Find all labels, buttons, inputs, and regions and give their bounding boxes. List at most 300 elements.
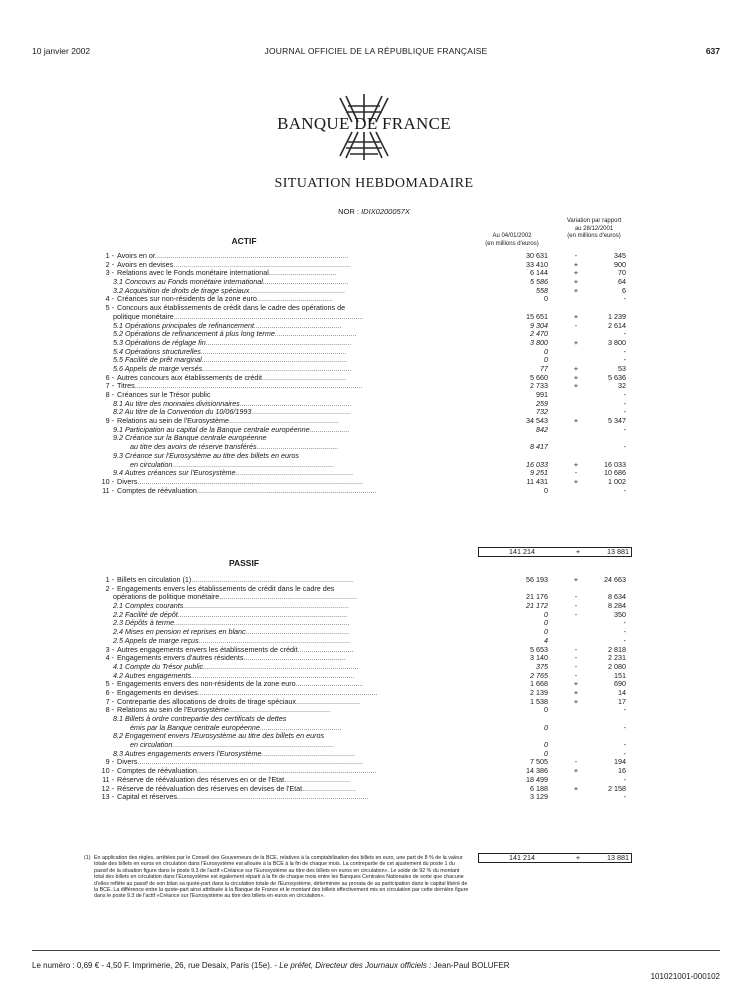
row-variation: - xyxy=(623,618,626,628)
variation-column-header xyxy=(556,218,632,241)
nor-label: NOR : xyxy=(338,207,359,216)
row-number: 6 - xyxy=(105,688,114,697)
row-label xyxy=(94,663,450,672)
row-value: 0 xyxy=(544,740,548,750)
passif-total-value: 141 214 xyxy=(509,853,535,862)
row-value: 1 668 xyxy=(530,679,548,689)
row-value: 33 410 xyxy=(526,259,548,269)
row-value: 5 586 xyxy=(530,277,548,287)
row-label-text: Relations au sein de l'Eurosystème xyxy=(117,417,230,426)
row-label xyxy=(94,443,450,452)
table-row xyxy=(94,426,634,435)
row-label xyxy=(94,339,450,348)
table-row xyxy=(94,715,634,724)
row-value: 842 xyxy=(536,424,548,434)
row-variation: 24 663 xyxy=(604,575,626,584)
row-label xyxy=(94,348,450,357)
row-variation: - xyxy=(623,485,626,495)
row-label-text: Comptes de réévaluation xyxy=(117,767,197,776)
row-label-text: 9.1 Participation au capital de la Banque centrale européenne xyxy=(113,425,310,434)
row-label-text: Créances sur non-résidents de la zone euro xyxy=(117,295,257,304)
row-variation: - xyxy=(623,442,626,452)
row-number: 3 - xyxy=(105,645,114,654)
row-label-text: 8.1 Au titre des monnaies divisionnaires xyxy=(113,399,240,408)
row-leader-dots: ................................................................................................ xyxy=(176,793,369,802)
row-label xyxy=(94,689,450,698)
table-row xyxy=(94,322,634,331)
table-row xyxy=(94,295,634,304)
row-number: 4 - xyxy=(105,295,114,304)
row-label-text: Billets en circulation (1) xyxy=(117,576,192,584)
row-value: 56 193 xyxy=(526,575,548,584)
table-row xyxy=(94,443,634,452)
row-leader-dots: ................................. xyxy=(284,775,351,784)
row-number: 9 - xyxy=(105,758,114,767)
row-label xyxy=(94,628,450,637)
nor-code: IDIX0200057X xyxy=(361,207,410,216)
row-label xyxy=(94,698,450,707)
variation-header-line: (en millions d'euros) xyxy=(567,233,621,239)
row-variation-sign: + xyxy=(573,766,579,776)
row-label xyxy=(94,356,450,365)
row-leader-dots: ............................................................................ xyxy=(198,636,351,645)
row-leader-dots: ........................................................... xyxy=(235,469,354,478)
row-variation: 64 xyxy=(618,277,626,287)
table-row xyxy=(94,767,634,776)
row-number: 10 - xyxy=(101,477,114,486)
row-label xyxy=(94,408,450,417)
table-row xyxy=(94,313,634,322)
row-label-text: 5.4 Opérations structurelles xyxy=(113,347,201,356)
row-label-text: Engagements en devises xyxy=(117,688,198,697)
row-label-text: Autres concours aux établissements de crédit xyxy=(117,373,263,382)
row-number: 2 - xyxy=(105,584,114,593)
row-label xyxy=(94,400,450,409)
row-leader-dots: ............................ xyxy=(297,645,354,654)
row-label-text: Engagements envers d'autres résidents xyxy=(117,654,244,663)
row-value: 5 653 xyxy=(530,644,548,654)
row-value: 0 xyxy=(544,722,548,732)
row-value: 2 733 xyxy=(530,381,548,391)
row-label-text: Relations au sein de l'Eurosystème xyxy=(117,706,230,715)
row-variation: - xyxy=(623,407,626,417)
row-label-text: en circulation xyxy=(130,741,173,750)
row-label-text: 9.3 Créance sur l'Eurosystème au titre des billets en euros xyxy=(113,451,299,460)
row-label xyxy=(94,637,450,646)
row-variation: 16 xyxy=(618,766,626,776)
row-label xyxy=(94,758,450,767)
row-variation: 8 634 xyxy=(608,592,626,602)
row-leader-dots: ........................................................ xyxy=(239,399,352,408)
row-leader-dots: .......................................................................................... xyxy=(196,767,377,776)
row-value: 18 499 xyxy=(526,774,548,784)
row-number: 1 - xyxy=(105,576,114,584)
row-label-text: opérations de politique monétaire xyxy=(113,593,220,602)
table-row xyxy=(94,741,634,750)
row-label-text: en circulation xyxy=(130,460,173,469)
row-value: 11 431 xyxy=(526,476,548,486)
row-label xyxy=(94,269,450,278)
row-label xyxy=(94,313,450,322)
row-variation: 2 818 xyxy=(608,644,626,654)
row-label-text: Concours aux établissements de crédit dans le cadre des opérations de xyxy=(117,304,346,313)
row-variation: 17 xyxy=(618,696,626,706)
row-variation: 5 347 xyxy=(608,416,626,426)
row-label-text: 2.2 Facilité de dépôt xyxy=(113,610,178,619)
row-label xyxy=(94,611,450,620)
row-value: 2 765 xyxy=(530,670,548,680)
row-label-text: au titre des avoirs de réserve transférés xyxy=(130,443,257,452)
row-label-text: Engagements envers des non-résidents de la zone euro xyxy=(117,680,296,689)
row-number: 5 - xyxy=(105,304,114,313)
table-row xyxy=(94,400,634,409)
row-variation-sign: - xyxy=(574,468,578,478)
row-value: 5 660 xyxy=(530,372,548,382)
row-value: 0 xyxy=(544,355,548,365)
row-label xyxy=(94,434,450,443)
row-variation-sign: - xyxy=(574,644,578,654)
row-label xyxy=(94,672,450,681)
row-value: 8 417 xyxy=(530,442,548,452)
row-leader-dots: ................................................................................................................. xyxy=(137,477,364,486)
row-variation-sign: + xyxy=(573,459,579,469)
row-label-text: Autres engagements envers les établissements de crédit xyxy=(117,645,298,654)
row-variation: 53 xyxy=(618,363,626,373)
row-label-text: Relations avec le Fonds monétaire international xyxy=(117,269,269,278)
table-row xyxy=(94,348,634,357)
row-variation: - xyxy=(623,774,626,784)
row-label-text: Contrepartie des allocations de droits de tirage spéciaux xyxy=(117,697,296,706)
table-row xyxy=(94,585,634,594)
row-leader-dots: .................................................................................................................. xyxy=(134,382,363,391)
row-leader-dots: ................................................ xyxy=(249,286,346,295)
row-leader-dots: ......................................... xyxy=(274,330,357,339)
row-value: 9 251 xyxy=(530,468,548,478)
row-number: 4 - xyxy=(105,654,114,663)
row-variation: 16 033 xyxy=(604,459,626,469)
row-value: 15 651 xyxy=(526,311,548,321)
row-variation-sign: - xyxy=(574,251,578,260)
row-variation-sign: - xyxy=(574,757,578,767)
row-value: 3 129 xyxy=(530,792,548,802)
row-leader-dots: ........................... xyxy=(302,784,357,793)
row-variation: 2 158 xyxy=(608,783,626,793)
row-label xyxy=(94,706,450,715)
row-leader-dots: ................................................................................................................. xyxy=(137,758,364,767)
row-label-text: 8.2 Au titre de la Convention du 10/06/1993 xyxy=(113,408,252,417)
row-variation: 1 239 xyxy=(608,311,626,321)
row-variation: 70 xyxy=(618,268,626,278)
row-variation: - xyxy=(623,355,626,365)
row-label xyxy=(94,793,450,802)
row-value: 2 139 xyxy=(530,687,548,697)
table-row xyxy=(94,391,634,400)
row-label xyxy=(94,322,450,331)
row-label xyxy=(94,785,450,794)
row-number: 6 - xyxy=(105,373,114,382)
row-variation-sign: + xyxy=(573,687,579,697)
row-number: 8 - xyxy=(105,391,114,399)
row-value: 558 xyxy=(536,285,548,295)
row-variation-sign: + xyxy=(573,575,579,584)
table-row xyxy=(94,689,634,698)
page-header xyxy=(32,46,720,60)
row-leader-dots: .......................................................................................... xyxy=(196,486,377,495)
document-title: SITUATION HEBDOMADAIRE xyxy=(274,176,474,191)
passif-total-sign: + xyxy=(575,853,581,862)
row-label xyxy=(94,585,450,594)
actif-heading: ACTIF xyxy=(231,236,257,246)
footnote xyxy=(84,855,470,900)
row-value: 7 505 xyxy=(530,757,548,767)
row-leader-dots: ..................................................................................... xyxy=(177,610,348,619)
row-leader-dots: .................................................... xyxy=(245,628,350,637)
row-number: 7 - xyxy=(105,697,114,706)
row-value: 77 xyxy=(540,363,548,373)
row-label-text: Titres xyxy=(117,382,135,391)
table-row xyxy=(94,261,634,270)
row-leader-dots: ................................................................................. xyxy=(172,741,335,750)
row-value: 0 xyxy=(544,618,548,628)
row-variation-sign: + xyxy=(573,268,579,278)
footer-price: Le numéro : 0,69 € - 4,50 F. Imprimerie, 26, rue Desaix, Paris (15e). - xyxy=(32,961,277,970)
row-leader-dots: ................................................... xyxy=(243,654,346,663)
row-variation: 345 xyxy=(614,251,626,260)
row-variation: - xyxy=(623,346,626,356)
value-column-header xyxy=(476,233,548,248)
table-row xyxy=(94,698,634,707)
passif-total-variation: 13 881 xyxy=(607,853,629,862)
row-label xyxy=(94,417,450,426)
row-label xyxy=(94,426,450,435)
row-variation: 2 080 xyxy=(608,661,626,671)
row-variation: 2 614 xyxy=(608,320,626,330)
row-value: 991 xyxy=(536,390,548,399)
row-value: 3 800 xyxy=(530,337,548,347)
row-label xyxy=(94,619,450,628)
row-number: 5 - xyxy=(105,680,114,689)
row-variation-sign: + xyxy=(573,285,579,295)
variation-header-line: Variation par rapport xyxy=(566,218,622,224)
row-value: 3 140 xyxy=(530,653,548,663)
row-leader-dots: .............................................................................. xyxy=(203,662,359,671)
table-row xyxy=(94,593,634,602)
table-row xyxy=(94,654,634,663)
row-leader-dots: .......................................................................................... xyxy=(197,688,378,697)
table-row xyxy=(94,374,634,383)
row-value: 4 xyxy=(544,635,548,645)
table-row xyxy=(94,252,634,261)
row-label xyxy=(94,724,450,733)
row-variation: - xyxy=(623,294,626,304)
table-row xyxy=(94,672,634,681)
table-row xyxy=(94,434,634,443)
row-value: 30 631 xyxy=(526,251,548,260)
row-label-text: 2.3 Dépôts à terme xyxy=(113,619,175,628)
row-label xyxy=(94,382,450,391)
actif-table xyxy=(94,252,634,495)
row-leader-dots: .................................................. xyxy=(251,408,352,417)
row-variation: - xyxy=(623,705,626,715)
row-variation: - xyxy=(623,390,626,399)
row-variation: 690 xyxy=(614,679,626,689)
row-variation-sign: - xyxy=(574,653,578,663)
row-number: 3 - xyxy=(105,269,114,278)
row-label xyxy=(94,287,450,296)
row-label-text: Divers xyxy=(117,477,138,486)
row-variation: - xyxy=(623,635,626,645)
row-label xyxy=(94,680,450,689)
row-variation-sign: + xyxy=(573,783,579,793)
passif-total xyxy=(478,853,632,863)
row-label-text: 3.2 Acquisition de droits de tirage spéciaux xyxy=(113,286,250,295)
row-variation-sign: - xyxy=(574,601,578,611)
row-number: 13 - xyxy=(101,793,114,802)
row-label-text: Avoirs en or xyxy=(117,252,155,260)
row-label xyxy=(94,776,450,785)
row-leader-dots: ......................................................................... xyxy=(201,356,348,365)
row-value: 0 xyxy=(544,294,548,304)
row-leader-dots: ........................................... xyxy=(262,278,349,287)
table-row xyxy=(94,663,634,672)
row-leader-dots: ......................................................................... xyxy=(205,338,352,347)
row-label-text: 4.2 Autres engagements xyxy=(113,671,192,680)
footnote-text: En application des règles, arrêtées par le Conseil des Gouverneurs de la BCE, relatives à la comptabilisation des billets en euro, une part de 8 % de la valeur totale des billets en euros en circulation dans l'Eurosystème est allouée à la BCE à la fin de chaque mois. La contrepartie de cet ajustement du poste 1 du passif de la situation figure dans le poste 9.3 de l'actif «Créance sur l'Eurosystème au titre des billets en euros en circulation». Le solde de 92 % du montant total des billets en circulation dans l'Eurosystème est également réparti à la fin de chaque mois entre les Banques Centrales Nationales de sorte que chacune d'elles reflète au passif de son bilan sa quote-part dans la circulation totale de l'Eurosystème, déterminée au prorata de sa participation dans le capital libéré de la BCE. La différence entre la quote-part ainsi attribuée à la Banque de France et le montant des billets effectivement mis en circulation par cette dernière figure dans le poste 9.3 de l'actif «Créance sur l'Eurosystème au titre des billets en euros en circulation». xyxy=(94,855,469,900)
row-label-text: Créances sur le Trésor public xyxy=(117,391,211,399)
table-row xyxy=(94,750,634,759)
row-leader-dots: ......................................... xyxy=(256,443,339,452)
row-variation: 32 xyxy=(618,381,626,391)
row-variation-sign: - xyxy=(574,661,578,671)
row-value: 0 xyxy=(544,346,548,356)
row-variation: 1 002 xyxy=(608,476,626,486)
row-label xyxy=(94,654,450,663)
row-variation-sign: + xyxy=(573,363,579,373)
row-value: 34 543 xyxy=(526,416,548,426)
row-leader-dots: .................................................................................. xyxy=(191,671,355,680)
row-leader-dots: ...................................... xyxy=(256,295,333,304)
row-label xyxy=(94,715,450,724)
value-header-line: Au 04/01/2002 xyxy=(492,233,532,239)
table-row xyxy=(94,461,634,470)
row-leader-dots: ............................................... xyxy=(261,749,356,758)
actif-total-value: 141 214 xyxy=(509,547,535,556)
row-variation: 350 xyxy=(614,609,626,619)
table-row xyxy=(94,269,634,278)
footer-director: Le préfet, Directeur des Journaux officiels : xyxy=(279,961,432,970)
row-label xyxy=(94,750,450,759)
table-row xyxy=(94,287,634,296)
row-value: 732 xyxy=(536,407,548,417)
row-variation-sign: + xyxy=(573,679,579,689)
row-variation: 151 xyxy=(614,670,626,680)
row-label-text: Réserve de réévaluation des réserves en devises de l'Etat xyxy=(117,784,303,793)
row-label-text: Divers xyxy=(117,758,138,767)
row-label-text: 5.1 Opérations principales de refinancement xyxy=(113,321,255,330)
row-leader-dots: .................................. xyxy=(268,269,337,278)
row-value: 6 144 xyxy=(530,268,548,278)
row-label xyxy=(94,646,450,655)
row-variation: 5 636 xyxy=(608,372,626,382)
row-label xyxy=(94,374,450,383)
row-value: 259 xyxy=(536,398,548,408)
table-row xyxy=(94,646,634,655)
row-leader-dots: ................................................................................................. xyxy=(154,252,349,260)
row-value: 0 xyxy=(544,485,548,495)
row-value: 1 538 xyxy=(530,696,548,706)
row-label xyxy=(94,261,450,270)
row-label xyxy=(94,452,450,461)
table-row xyxy=(94,452,634,461)
row-label xyxy=(94,732,450,741)
row-variation: 14 xyxy=(618,687,626,697)
row-variation: - xyxy=(623,740,626,750)
row-leader-dots: ......................................... xyxy=(259,723,342,732)
row-value: 21 172 xyxy=(526,601,548,611)
row-variation-sign: - xyxy=(574,592,578,602)
row-label-text: 9.2 Créance sur la Banque centrale européenne xyxy=(113,434,267,443)
row-label-text: 5.3 Opérations de réglage fin xyxy=(113,338,206,347)
table-row xyxy=(94,680,634,689)
row-label xyxy=(94,330,450,339)
table-row xyxy=(94,637,634,646)
row-variation: - xyxy=(623,398,626,408)
row-number: 8 - xyxy=(105,706,114,715)
row-variation-sign: + xyxy=(573,696,579,706)
row-variation: - xyxy=(623,748,626,758)
row-label xyxy=(94,295,450,304)
row-value: 21 176 xyxy=(526,592,548,602)
row-label xyxy=(94,252,450,261)
row-leader-dots: .................... xyxy=(309,425,350,434)
table-row xyxy=(94,758,634,767)
table-row xyxy=(94,602,634,611)
banque-de-france-logo xyxy=(264,92,464,162)
row-variation: 6 xyxy=(622,285,626,295)
table-row xyxy=(94,724,634,733)
row-value: 0 xyxy=(544,627,548,637)
row-variation-sign: + xyxy=(573,416,579,426)
row-leader-dots: ................................................................................. xyxy=(172,460,335,469)
row-value: 14 386 xyxy=(526,766,548,776)
row-variation-sign: - xyxy=(574,609,578,619)
table-row xyxy=(94,330,634,339)
row-value: 2 470 xyxy=(530,329,548,339)
row-label-text: Capital et réserves xyxy=(117,793,177,802)
table-row xyxy=(94,793,634,802)
row-leader-dots: ............................................ xyxy=(254,321,342,330)
row-label-text: 9.4 Autres créances sur l'Eurosystème xyxy=(113,469,236,478)
row-leader-dots: ................................ xyxy=(296,697,360,706)
table-row xyxy=(94,382,634,391)
row-variation: 900 xyxy=(614,259,626,269)
table-row xyxy=(94,304,634,313)
row-label xyxy=(94,461,450,470)
footer-reference: 101021001-000102 xyxy=(650,972,720,981)
row-number: 9 - xyxy=(105,417,114,426)
row-number: 11 - xyxy=(102,486,114,495)
value-header-line: (en millions d'euros) xyxy=(485,240,539,247)
row-label-text: émis par la Banque centrale européenne xyxy=(130,723,260,732)
row-label-text: 8.2 Engagement envers l'Eurosystème au titre des billets en euros xyxy=(113,732,325,741)
table-row xyxy=(94,469,634,478)
actif-total-variation: 13 881 xyxy=(607,547,629,556)
row-label-text: Comptes de réévaluation xyxy=(117,486,197,495)
header-journal-title: JOURNAL OFFICIEL DE LA RÉPUBLIQUE FRANÇAISE xyxy=(264,46,488,56)
logo-text: BANQUE DE FRANCE xyxy=(277,114,451,133)
row-label xyxy=(94,304,450,313)
passif-table xyxy=(94,576,634,802)
